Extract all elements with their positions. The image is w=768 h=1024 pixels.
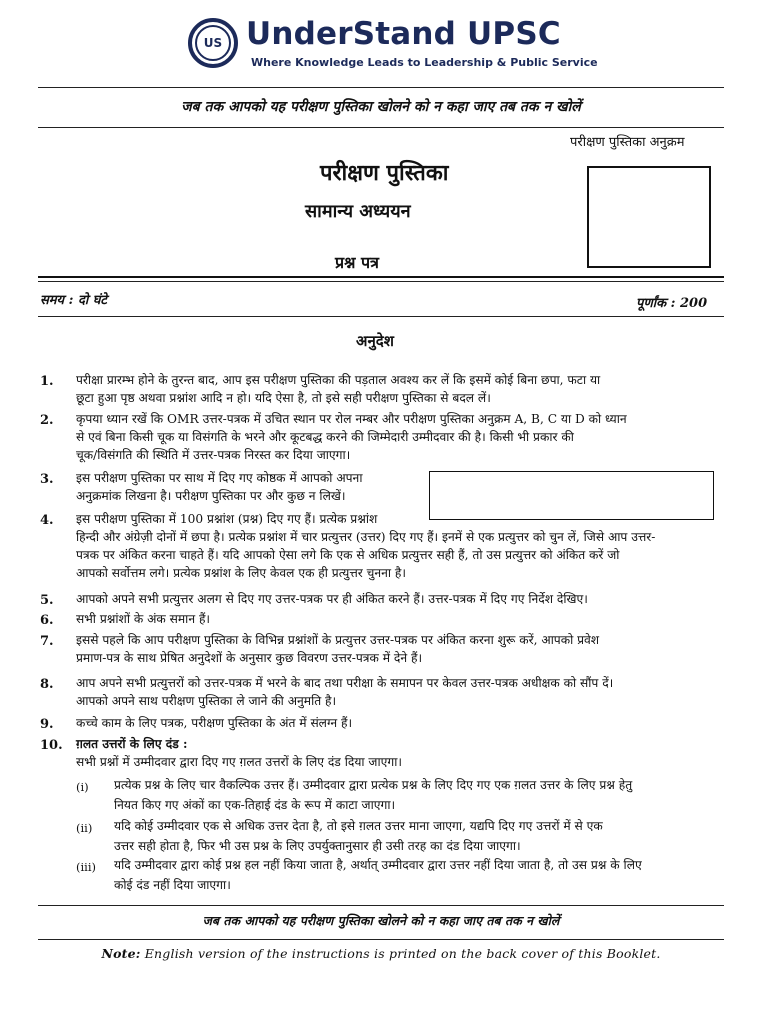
instruction-item: कच्चे काम के लिए पत्रक, परीक्षण पुस्तिका के अंत में संलग्न हैं। [76, 716, 353, 730]
top-notice: जब तक आपको यह परीक्षण पुस्तिका खोलने को न कहा जाए तब तक न खोलें [181, 99, 581, 115]
divider [38, 87, 724, 88]
brand-name: UnderStand UPSC [246, 16, 561, 52]
penalty-subitem: प्रत्येक प्रश्न के लिए चार वैकल्पिक उत्तर हैं। उम्मीदवार द्वारा प्रत्येक प्रश्न के लिए दिए गए एक ग़लत उत्तर के लिए प्रश्न हेतु नियत किए गए अंकों का एक-तिहाई दंड के रूप में काटा जाएगा। [114, 778, 633, 812]
instructions-heading: अनुदेश [356, 332, 394, 350]
instruction-item: इस परीक्षण पुस्तिका में 100 प्रश्नांश (प्रश्न) दिए गए हैं। प्रत्येक प्रश्नांश हिन्दी और अंग्रेज़ी दोनों में छपा है। प्रत्येक प्रश्नांश में चार प्रत्युत्तर (उत्तर) दिए गए हैं। इनमें से एक प्रत्युत्तर को चुन लें, जिसे आप उत्तर- पत्रक पर अंकित करना चाहते हैं। यदि आपको ऐसा लगे कि एक से अधिक प्रत्युत्तर सही हैं, तो उस प्रत्युत्तर को अंकित करें जो आपको सर्वोत्तम लगे। प्रत्येक प्रश्नांश के लिए केवल एक ही प्रत्युत्तर चुनना है। [76, 512, 656, 580]
instruction-item: परीक्षा प्रारम्भ होने के तुरन्त बाद, आप इस परीक्षण पुस्तिका की पड़ताल अवश्य कर लें कि इसमें कोई बिना छपा, फटा या छूटा हुआ पृष्ठ अथवा प्रश्नांश आदि न हो। यदि ऐसा है, तो इसे सही परीक्षण पुस्तिका से बदल लें। [76, 373, 601, 405]
penalty-subitem: यदि कोई उम्मीदवार एक से अधिक उत्तर देता है, तो इसे ग़लत उत्तर माना जाएगा, यद्यपि दिए गए उत्तरों में से एक उत्तर सही होता है, फिर भी उस प्रश्न के लिए उपर्युक्तानुसार ही उसी तरह का दंड दिया जाएगा। [114, 819, 603, 853]
penalty-subitem-number: (i) [76, 780, 89, 794]
penalty-subitem-number: (ii) [76, 821, 93, 835]
paper-title: प्रश्न पत्र [335, 253, 379, 272]
instruction-item: इससे पहले कि आप परीक्षण पुस्तिका के विभिन्न प्रश्नांशों के प्रत्युत्तर उत्तर-पत्रक पर अंकित करना शुरू करें, आपको प्रवेश प्रमाण-पत्र के साथ प्रेषित अनुदेशों के अनुसार कुछ विवरण उत्तर-पत्रक में देने हैं। [76, 633, 600, 665]
bottom-notice: जब तक आपको यह परीक्षण पुस्तिका खोलने को न कहा जाए तब तक न खोलें [202, 913, 560, 928]
exam-time: समय : दो घंटे [40, 293, 107, 308]
divider [38, 939, 724, 940]
instruction-number: 4. [40, 513, 54, 528]
instruction-item: कृपया ध्यान रखें कि OMR उत्तर-पत्रक में उचित स्थान पर रोल नम्बर और परीक्षण पुस्तिका अनुक्रम A, B, C या D को ध्यान से एवं बिना किसी चूक या विसंगति के भरने और कूटबद्ध करने की जिम्मेदारी उम्मीदवार की है। किसी भी प्रकार की चूक/विसंगति की स्थिति में उत्तर-पत्रक निरस्त कर दिया जाएगा। [76, 412, 627, 462]
instruction-item: इस परीक्षण पुस्तिका पर साथ में दिए गए कोष्ठक में आपको अपना अनुक्रमांक लिखना है। परीक्षण पुस्तिका पर और कुछ न लिखें। [76, 471, 363, 503]
instruction-number: 5. [40, 593, 54, 608]
divider [38, 281, 724, 282]
note-label: Note: [101, 946, 141, 961]
note-text: English version of the instructions is printed on the back cover of this Booklet. [140, 946, 661, 961]
penalty-subitem: यदि उम्मीदवार द्वारा कोई प्रश्न हल नहीं किया जाता है, अर्थात् उम्मीदवार द्वारा उत्तर नहीं दिया जाता है, तो उस प्रश्न के लिए कोई दंड नहीं दिया जाएगा। [114, 858, 642, 892]
divider [38, 276, 724, 278]
instruction-number: 6. [40, 613, 54, 628]
brand-tagline: Where Knowledge Leads to Leadership & Public Service [251, 56, 598, 69]
divider [38, 316, 724, 317]
instruction-item: आप अपने सभी प्रत्युत्तरों को उत्तर-पत्रक में भरने के बाद तथा परीक्षा के समापन पर केवल उत्तर-पत्रक अधीक्षक को सौंप दें। आपको अपने साथ परीक्षण पुस्तिका ले जाने की अनुमति है। [76, 676, 614, 708]
instruction-number: 3. [40, 472, 54, 487]
divider [38, 127, 724, 128]
booklet-serial-box [587, 166, 711, 268]
instruction-item: ग़लत उत्तरों के लिए दंड : सभी प्रश्नों में उम्मीदवार द्वारा दिए गए ग़लत उत्तरों के लिए दंड दिया जाएगा। [76, 737, 403, 769]
penalty-heading: ग़लत उत्तरों के लिए दंड : [76, 737, 188, 751]
brand-logo [188, 18, 238, 68]
penalty-subitem-number: (iii) [76, 860, 97, 874]
instruction-item: सभी प्रश्नांशों के अंक समान हैं। [76, 612, 211, 626]
instruction-number: 2. [40, 413, 54, 428]
instruction-item: आपको अपने सभी प्रत्युत्तर अलग से दिए गए उत्तर-पत्रक पर ही अंकित करने हैं। उत्तर-पत्रक में दिए गए निर्देश देखिए। [76, 592, 588, 606]
divider [38, 905, 724, 906]
booklet-serial-label: परीक्षण पुस्तिका अनुक्रम [570, 135, 685, 150]
max-marks: पूर्णांक : 200 [636, 296, 708, 311]
booklet-title: परीक्षण पुस्तिका [320, 160, 449, 186]
instruction-number: 10. [40, 738, 63, 753]
instruction-number: 8. [40, 677, 54, 692]
subject-title: सामान्य अध्ययन [305, 201, 411, 222]
instruction-number: 1. [40, 374, 54, 389]
logo-monogram: US [195, 25, 231, 61]
instruction-number: 7. [40, 634, 54, 649]
english-version-note [38, 946, 724, 961]
instruction-number: 9. [40, 717, 54, 732]
